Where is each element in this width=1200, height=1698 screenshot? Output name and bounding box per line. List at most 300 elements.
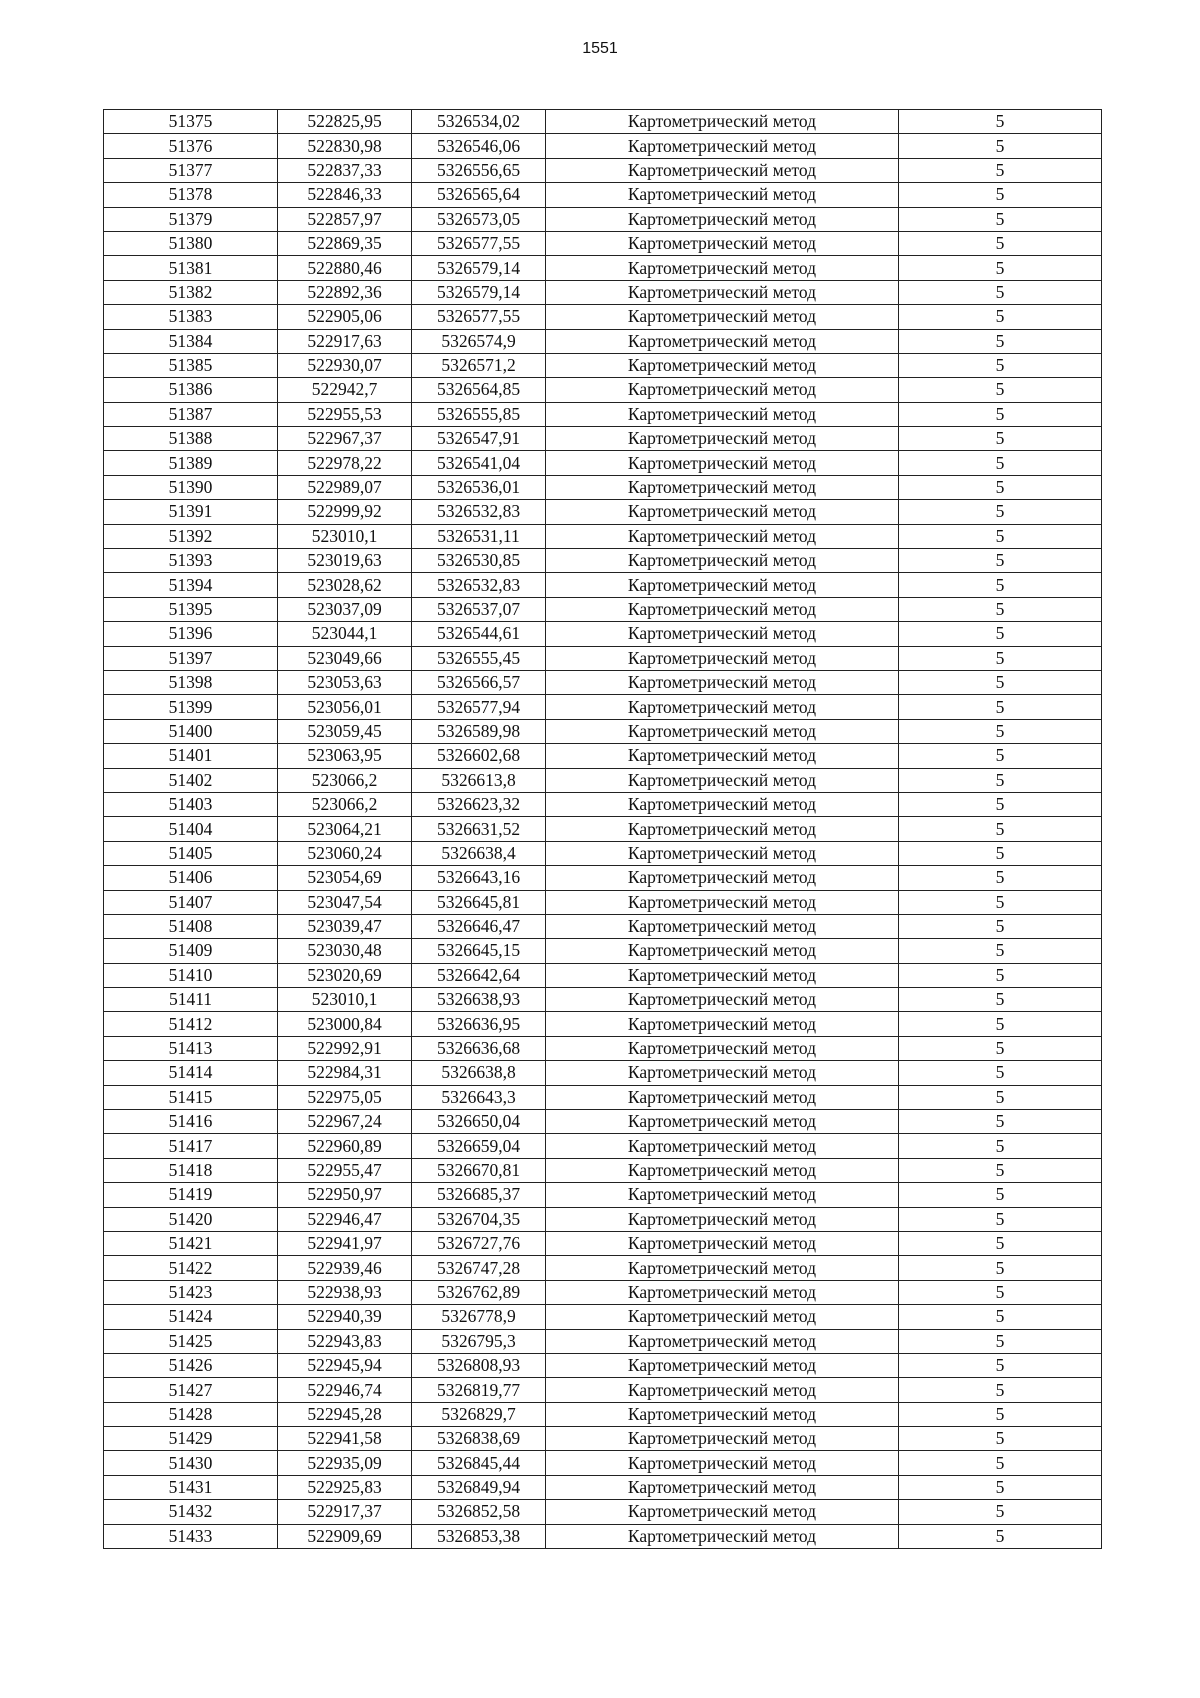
y-coordinate-cell: 5326638,4 bbox=[412, 841, 546, 865]
accuracy-cell: 5 bbox=[899, 695, 1102, 719]
x-coordinate-cell: 523020,69 bbox=[278, 963, 412, 987]
x-coordinate-cell: 522846,33 bbox=[278, 183, 412, 207]
accuracy-cell: 5 bbox=[899, 914, 1102, 938]
x-coordinate-cell: 522905,06 bbox=[278, 305, 412, 329]
x-coordinate-cell: 522992,91 bbox=[278, 1036, 412, 1060]
point-number-cell: 51414 bbox=[104, 1061, 278, 1085]
accuracy-cell: 5 bbox=[899, 549, 1102, 573]
accuracy-cell: 5 bbox=[899, 1329, 1102, 1353]
y-coordinate-cell: 5326544,61 bbox=[412, 622, 546, 646]
y-coordinate-cell: 5326642,64 bbox=[412, 963, 546, 987]
method-cell: Картометрический метод bbox=[546, 305, 899, 329]
point-number-cell: 51412 bbox=[104, 1012, 278, 1036]
x-coordinate-cell: 522830,98 bbox=[278, 134, 412, 158]
point-number-cell: 51430 bbox=[104, 1451, 278, 1475]
method-cell: Картометрический метод bbox=[546, 768, 899, 792]
table-row bbox=[104, 1475, 1102, 1499]
y-coordinate-cell: 5326555,45 bbox=[412, 646, 546, 670]
x-coordinate-cell: 523056,01 bbox=[278, 695, 412, 719]
accuracy-cell: 5 bbox=[899, 988, 1102, 1012]
method-cell: Картометрический метод bbox=[546, 451, 899, 475]
x-coordinate-cell: 522943,83 bbox=[278, 1329, 412, 1353]
x-coordinate-cell: 523063,95 bbox=[278, 744, 412, 768]
method-cell: Картометрический метод bbox=[546, 1280, 899, 1304]
point-number-cell: 51382 bbox=[104, 280, 278, 304]
x-coordinate-cell: 523066,2 bbox=[278, 792, 412, 816]
accuracy-cell: 5 bbox=[899, 1110, 1102, 1134]
x-coordinate-cell: 523030,48 bbox=[278, 939, 412, 963]
x-coordinate-cell: 523054,69 bbox=[278, 866, 412, 890]
table-row bbox=[104, 1183, 1102, 1207]
x-coordinate-cell: 522892,36 bbox=[278, 280, 412, 304]
accuracy-cell: 5 bbox=[899, 1427, 1102, 1451]
point-number-cell: 51384 bbox=[104, 329, 278, 353]
table-row bbox=[104, 573, 1102, 597]
x-coordinate-cell: 523066,2 bbox=[278, 768, 412, 792]
accuracy-cell: 5 bbox=[899, 305, 1102, 329]
x-coordinate-cell: 523010,1 bbox=[278, 988, 412, 1012]
method-cell: Картометрический метод bbox=[546, 207, 899, 231]
method-cell: Картометрический метод bbox=[546, 329, 899, 353]
point-number-cell: 51407 bbox=[104, 890, 278, 914]
table-row bbox=[104, 402, 1102, 426]
y-coordinate-cell: 5326849,94 bbox=[412, 1475, 546, 1499]
x-coordinate-cell: 523028,62 bbox=[278, 573, 412, 597]
accuracy-cell: 5 bbox=[899, 1012, 1102, 1036]
y-coordinate-cell: 5326574,9 bbox=[412, 329, 546, 353]
accuracy-cell: 5 bbox=[899, 1524, 1102, 1548]
table-row bbox=[104, 1256, 1102, 1280]
page-number: 1551 bbox=[582, 40, 618, 57]
point-number-cell: 51419 bbox=[104, 1183, 278, 1207]
x-coordinate-cell: 522909,69 bbox=[278, 1524, 412, 1548]
table-row bbox=[104, 792, 1102, 816]
table-row bbox=[104, 500, 1102, 524]
y-coordinate-cell: 5326852,58 bbox=[412, 1500, 546, 1524]
x-coordinate-cell: 522880,46 bbox=[278, 256, 412, 280]
accuracy-cell: 5 bbox=[899, 1207, 1102, 1231]
table-row bbox=[104, 597, 1102, 621]
table-row bbox=[104, 427, 1102, 451]
point-number-cell: 51392 bbox=[104, 524, 278, 548]
table-row bbox=[104, 305, 1102, 329]
table-row bbox=[104, 475, 1102, 499]
y-coordinate-cell: 5326636,95 bbox=[412, 1012, 546, 1036]
point-number-cell: 51380 bbox=[104, 231, 278, 255]
x-coordinate-cell: 522942,7 bbox=[278, 378, 412, 402]
accuracy-cell: 5 bbox=[899, 353, 1102, 377]
method-cell: Картометрический метод bbox=[546, 1036, 899, 1060]
method-cell: Картометрический метод bbox=[546, 1134, 899, 1158]
x-coordinate-cell: 523064,21 bbox=[278, 817, 412, 841]
point-number-cell: 51391 bbox=[104, 500, 278, 524]
accuracy-cell: 5 bbox=[899, 866, 1102, 890]
y-coordinate-cell: 5326727,76 bbox=[412, 1231, 546, 1255]
x-coordinate-cell: 523010,1 bbox=[278, 524, 412, 548]
accuracy-cell: 5 bbox=[899, 207, 1102, 231]
point-number-cell: 51398 bbox=[104, 670, 278, 694]
table-row bbox=[104, 110, 1102, 134]
y-coordinate-cell: 5326555,85 bbox=[412, 402, 546, 426]
table-row bbox=[104, 817, 1102, 841]
y-coordinate-cell: 5326541,04 bbox=[412, 451, 546, 475]
accuracy-cell: 5 bbox=[899, 792, 1102, 816]
point-number-cell: 51415 bbox=[104, 1085, 278, 1109]
y-coordinate-cell: 5326532,83 bbox=[412, 573, 546, 597]
x-coordinate-cell: 523019,63 bbox=[278, 549, 412, 573]
method-cell: Картометрический метод bbox=[546, 841, 899, 865]
point-number-cell: 51386 bbox=[104, 378, 278, 402]
accuracy-cell: 5 bbox=[899, 280, 1102, 304]
point-number-cell: 51426 bbox=[104, 1353, 278, 1377]
point-number-cell: 51420 bbox=[104, 1207, 278, 1231]
point-number-cell: 51401 bbox=[104, 744, 278, 768]
point-number-cell: 51427 bbox=[104, 1378, 278, 1402]
method-cell: Картометрический метод bbox=[546, 183, 899, 207]
point-number-cell: 51399 bbox=[104, 695, 278, 719]
point-number-cell: 51379 bbox=[104, 207, 278, 231]
accuracy-cell: 5 bbox=[899, 890, 1102, 914]
accuracy-cell: 5 bbox=[899, 573, 1102, 597]
y-coordinate-cell: 5326643,16 bbox=[412, 866, 546, 890]
accuracy-cell: 5 bbox=[899, 1475, 1102, 1499]
point-number-cell: 51388 bbox=[104, 427, 278, 451]
method-cell: Картометрический метод bbox=[546, 866, 899, 890]
accuracy-cell: 5 bbox=[899, 475, 1102, 499]
x-coordinate-cell: 522935,09 bbox=[278, 1451, 412, 1475]
accuracy-cell: 5 bbox=[899, 524, 1102, 548]
table-row bbox=[104, 1427, 1102, 1451]
y-coordinate-cell: 5326631,52 bbox=[412, 817, 546, 841]
table-row bbox=[104, 207, 1102, 231]
table-row bbox=[104, 1402, 1102, 1426]
point-number-cell: 51432 bbox=[104, 1500, 278, 1524]
point-number-cell: 51395 bbox=[104, 597, 278, 621]
x-coordinate-cell: 522945,94 bbox=[278, 1353, 412, 1377]
method-cell: Картометрический метод bbox=[546, 695, 899, 719]
y-coordinate-cell: 5326778,9 bbox=[412, 1305, 546, 1329]
x-coordinate-cell: 522857,97 bbox=[278, 207, 412, 231]
table-row bbox=[104, 939, 1102, 963]
method-cell: Картометрический метод bbox=[546, 914, 899, 938]
accuracy-cell: 5 bbox=[899, 134, 1102, 158]
y-coordinate-cell: 5326747,28 bbox=[412, 1256, 546, 1280]
y-coordinate-cell: 5326838,69 bbox=[412, 1427, 546, 1451]
y-coordinate-cell: 5326845,44 bbox=[412, 1451, 546, 1475]
method-cell: Картометрический метод bbox=[546, 134, 899, 158]
method-cell: Картометрический метод bbox=[546, 792, 899, 816]
accuracy-cell: 5 bbox=[899, 1402, 1102, 1426]
accuracy-cell: 5 bbox=[899, 841, 1102, 865]
method-cell: Картометрический метод bbox=[546, 1012, 899, 1036]
point-number-cell: 51405 bbox=[104, 841, 278, 865]
method-cell: Картометрический метод bbox=[546, 1329, 899, 1353]
y-coordinate-cell: 5326819,77 bbox=[412, 1378, 546, 1402]
table-row bbox=[104, 158, 1102, 182]
point-number-cell: 51422 bbox=[104, 1256, 278, 1280]
table-row bbox=[104, 646, 1102, 670]
y-coordinate-cell: 5326853,38 bbox=[412, 1524, 546, 1548]
y-coordinate-cell: 5326577,55 bbox=[412, 231, 546, 255]
method-cell: Картометрический метод bbox=[546, 500, 899, 524]
y-coordinate-cell: 5326638,8 bbox=[412, 1061, 546, 1085]
table-row bbox=[104, 1329, 1102, 1353]
table-row bbox=[104, 1158, 1102, 1182]
x-coordinate-cell: 522955,47 bbox=[278, 1158, 412, 1182]
accuracy-cell: 5 bbox=[899, 1036, 1102, 1060]
table-row bbox=[104, 890, 1102, 914]
y-coordinate-cell: 5326571,2 bbox=[412, 353, 546, 377]
x-coordinate-cell: 522825,95 bbox=[278, 110, 412, 134]
y-coordinate-cell: 5326536,01 bbox=[412, 475, 546, 499]
x-coordinate-cell: 523053,63 bbox=[278, 670, 412, 694]
accuracy-cell: 5 bbox=[899, 622, 1102, 646]
method-cell: Картометрический метод bbox=[546, 1353, 899, 1377]
table-row bbox=[104, 866, 1102, 890]
x-coordinate-cell: 522941,97 bbox=[278, 1231, 412, 1255]
method-cell: Картометрический метод bbox=[546, 573, 899, 597]
y-coordinate-cell: 5326650,04 bbox=[412, 1110, 546, 1134]
y-coordinate-cell: 5326636,68 bbox=[412, 1036, 546, 1060]
table-body bbox=[104, 110, 1102, 1549]
point-number-cell: 51416 bbox=[104, 1110, 278, 1134]
method-cell: Картометрический метод bbox=[546, 427, 899, 451]
x-coordinate-cell: 522941,58 bbox=[278, 1427, 412, 1451]
x-coordinate-cell: 522837,33 bbox=[278, 158, 412, 182]
x-coordinate-cell: 522984,31 bbox=[278, 1061, 412, 1085]
x-coordinate-cell: 522975,05 bbox=[278, 1085, 412, 1109]
y-coordinate-cell: 5326670,81 bbox=[412, 1158, 546, 1182]
x-coordinate-cell: 523049,66 bbox=[278, 646, 412, 670]
accuracy-cell: 5 bbox=[899, 744, 1102, 768]
accuracy-cell: 5 bbox=[899, 1256, 1102, 1280]
table-row bbox=[104, 744, 1102, 768]
method-cell: Картометрический метод bbox=[546, 670, 899, 694]
accuracy-cell: 5 bbox=[899, 1378, 1102, 1402]
y-coordinate-cell: 5326530,85 bbox=[412, 549, 546, 573]
method-cell: Картометрический метод bbox=[546, 597, 899, 621]
y-coordinate-cell: 5326623,32 bbox=[412, 792, 546, 816]
x-coordinate-cell: 522960,89 bbox=[278, 1134, 412, 1158]
y-coordinate-cell: 5326829,7 bbox=[412, 1402, 546, 1426]
method-cell: Картометрический метод bbox=[546, 1256, 899, 1280]
point-number-cell: 51376 bbox=[104, 134, 278, 158]
x-coordinate-cell: 522869,35 bbox=[278, 231, 412, 255]
point-number-cell: 51424 bbox=[104, 1305, 278, 1329]
point-number-cell: 51390 bbox=[104, 475, 278, 499]
accuracy-cell: 5 bbox=[899, 1085, 1102, 1109]
accuracy-cell: 5 bbox=[899, 963, 1102, 987]
table-row bbox=[104, 1353, 1102, 1377]
point-number-cell: 51377 bbox=[104, 158, 278, 182]
table-row bbox=[104, 1085, 1102, 1109]
table-row bbox=[104, 670, 1102, 694]
table-row bbox=[104, 524, 1102, 548]
table-row bbox=[104, 353, 1102, 377]
accuracy-cell: 5 bbox=[899, 1451, 1102, 1475]
y-coordinate-cell: 5326532,83 bbox=[412, 500, 546, 524]
method-cell: Картометрический метод bbox=[546, 890, 899, 914]
y-coordinate-cell: 5326645,15 bbox=[412, 939, 546, 963]
x-coordinate-cell: 522940,39 bbox=[278, 1305, 412, 1329]
y-coordinate-cell: 5326537,07 bbox=[412, 597, 546, 621]
method-cell: Картометрический метод bbox=[546, 280, 899, 304]
point-number-cell: 51389 bbox=[104, 451, 278, 475]
point-number-cell: 51408 bbox=[104, 914, 278, 938]
accuracy-cell: 5 bbox=[899, 158, 1102, 182]
method-cell: Картометрический метод bbox=[546, 1110, 899, 1134]
point-number-cell: 51429 bbox=[104, 1427, 278, 1451]
table-row bbox=[104, 1451, 1102, 1475]
table-row bbox=[104, 183, 1102, 207]
x-coordinate-cell: 522917,37 bbox=[278, 1500, 412, 1524]
method-cell: Картометрический метод bbox=[546, 353, 899, 377]
accuracy-cell: 5 bbox=[899, 1305, 1102, 1329]
method-cell: Картометрический метод bbox=[546, 1475, 899, 1499]
table-row bbox=[104, 622, 1102, 646]
table-row bbox=[104, 841, 1102, 865]
method-cell: Картометрический метод bbox=[546, 231, 899, 255]
method-cell: Картометрический метод bbox=[546, 1158, 899, 1182]
x-coordinate-cell: 523047,54 bbox=[278, 890, 412, 914]
accuracy-cell: 5 bbox=[899, 719, 1102, 743]
method-cell: Картометрический метод bbox=[546, 1183, 899, 1207]
x-coordinate-cell: 522950,97 bbox=[278, 1183, 412, 1207]
point-number-cell: 51400 bbox=[104, 719, 278, 743]
accuracy-cell: 5 bbox=[899, 1231, 1102, 1255]
coordinates-table bbox=[103, 109, 1102, 1549]
method-cell: Картометрический метод bbox=[546, 158, 899, 182]
y-coordinate-cell: 5326643,3 bbox=[412, 1085, 546, 1109]
method-cell: Картометрический метод bbox=[546, 817, 899, 841]
accuracy-cell: 5 bbox=[899, 1353, 1102, 1377]
point-number-cell: 51410 bbox=[104, 963, 278, 987]
point-number-cell: 51411 bbox=[104, 988, 278, 1012]
point-number-cell: 51403 bbox=[104, 792, 278, 816]
table-row bbox=[104, 280, 1102, 304]
method-cell: Картометрический метод bbox=[546, 646, 899, 670]
y-coordinate-cell: 5326579,14 bbox=[412, 280, 546, 304]
accuracy-cell: 5 bbox=[899, 939, 1102, 963]
method-cell: Картометрический метод bbox=[546, 719, 899, 743]
accuracy-cell: 5 bbox=[899, 329, 1102, 353]
x-coordinate-cell: 522946,47 bbox=[278, 1207, 412, 1231]
point-number-cell: 51394 bbox=[104, 573, 278, 597]
method-cell: Картометрический метод bbox=[546, 963, 899, 987]
point-number-cell: 51396 bbox=[104, 622, 278, 646]
method-cell: Картометрический метод bbox=[546, 1085, 899, 1109]
accuracy-cell: 5 bbox=[899, 1061, 1102, 1085]
x-coordinate-cell: 523044,1 bbox=[278, 622, 412, 646]
point-number-cell: 51425 bbox=[104, 1329, 278, 1353]
point-number-cell: 51406 bbox=[104, 866, 278, 890]
table-row bbox=[104, 549, 1102, 573]
method-cell: Картометрический метод bbox=[546, 378, 899, 402]
point-number-cell: 51413 bbox=[104, 1036, 278, 1060]
y-coordinate-cell: 5326547,91 bbox=[412, 427, 546, 451]
point-number-cell: 51402 bbox=[104, 768, 278, 792]
table-row bbox=[104, 914, 1102, 938]
table-row bbox=[104, 451, 1102, 475]
point-number-cell: 51404 bbox=[104, 817, 278, 841]
x-coordinate-cell: 522946,74 bbox=[278, 1378, 412, 1402]
point-number-cell: 51433 bbox=[104, 1524, 278, 1548]
method-cell: Картометрический метод bbox=[546, 1207, 899, 1231]
method-cell: Картометрический метод bbox=[546, 622, 899, 646]
point-number-cell: 51431 bbox=[104, 1475, 278, 1499]
table-row bbox=[104, 1012, 1102, 1036]
accuracy-cell: 5 bbox=[899, 110, 1102, 134]
x-coordinate-cell: 523059,45 bbox=[278, 719, 412, 743]
y-coordinate-cell: 5326602,68 bbox=[412, 744, 546, 768]
point-number-cell: 51417 bbox=[104, 1134, 278, 1158]
point-number-cell: 51421 bbox=[104, 1231, 278, 1255]
table-row bbox=[104, 695, 1102, 719]
y-coordinate-cell: 5326685,37 bbox=[412, 1183, 546, 1207]
table-row bbox=[104, 1110, 1102, 1134]
method-cell: Картометрический метод bbox=[546, 524, 899, 548]
table-row bbox=[104, 1305, 1102, 1329]
x-coordinate-cell: 523037,09 bbox=[278, 597, 412, 621]
point-number-cell: 51397 bbox=[104, 646, 278, 670]
x-coordinate-cell: 522917,63 bbox=[278, 329, 412, 353]
y-coordinate-cell: 5326704,35 bbox=[412, 1207, 546, 1231]
y-coordinate-cell: 5326613,8 bbox=[412, 768, 546, 792]
x-coordinate-cell: 522939,46 bbox=[278, 1256, 412, 1280]
y-coordinate-cell: 5326659,04 bbox=[412, 1134, 546, 1158]
y-coordinate-cell: 5326565,64 bbox=[412, 183, 546, 207]
accuracy-cell: 5 bbox=[899, 1500, 1102, 1524]
y-coordinate-cell: 5326795,3 bbox=[412, 1329, 546, 1353]
x-coordinate-cell: 522978,22 bbox=[278, 451, 412, 475]
accuracy-cell: 5 bbox=[899, 646, 1102, 670]
table-row bbox=[104, 1280, 1102, 1304]
accuracy-cell: 5 bbox=[899, 378, 1102, 402]
table-row bbox=[104, 1524, 1102, 1548]
table-row bbox=[104, 1500, 1102, 1524]
table-row bbox=[104, 768, 1102, 792]
accuracy-cell: 5 bbox=[899, 500, 1102, 524]
accuracy-cell: 5 bbox=[899, 768, 1102, 792]
x-coordinate-cell: 522925,83 bbox=[278, 1475, 412, 1499]
accuracy-cell: 5 bbox=[899, 451, 1102, 475]
method-cell: Картометрический метод bbox=[546, 549, 899, 573]
table-row bbox=[104, 988, 1102, 1012]
y-coordinate-cell: 5326566,57 bbox=[412, 670, 546, 694]
point-number-cell: 51423 bbox=[104, 1280, 278, 1304]
point-number-cell: 51393 bbox=[104, 549, 278, 573]
table-row bbox=[104, 329, 1102, 353]
y-coordinate-cell: 5326556,65 bbox=[412, 158, 546, 182]
accuracy-cell: 5 bbox=[899, 597, 1102, 621]
y-coordinate-cell: 5326577,55 bbox=[412, 305, 546, 329]
method-cell: Картометрический метод bbox=[546, 1061, 899, 1085]
table-row bbox=[104, 378, 1102, 402]
method-cell: Картометрический метод bbox=[546, 256, 899, 280]
x-coordinate-cell: 522967,37 bbox=[278, 427, 412, 451]
point-number-cell: 51375 bbox=[104, 110, 278, 134]
x-coordinate-cell: 522967,24 bbox=[278, 1110, 412, 1134]
x-coordinate-cell: 522930,07 bbox=[278, 353, 412, 377]
accuracy-cell: 5 bbox=[899, 670, 1102, 694]
accuracy-cell: 5 bbox=[899, 1280, 1102, 1304]
y-coordinate-cell: 5326762,89 bbox=[412, 1280, 546, 1304]
table-row bbox=[104, 1036, 1102, 1060]
accuracy-cell: 5 bbox=[899, 256, 1102, 280]
point-number-cell: 51418 bbox=[104, 1158, 278, 1182]
y-coordinate-cell: 5326573,05 bbox=[412, 207, 546, 231]
y-coordinate-cell: 5326646,47 bbox=[412, 914, 546, 938]
